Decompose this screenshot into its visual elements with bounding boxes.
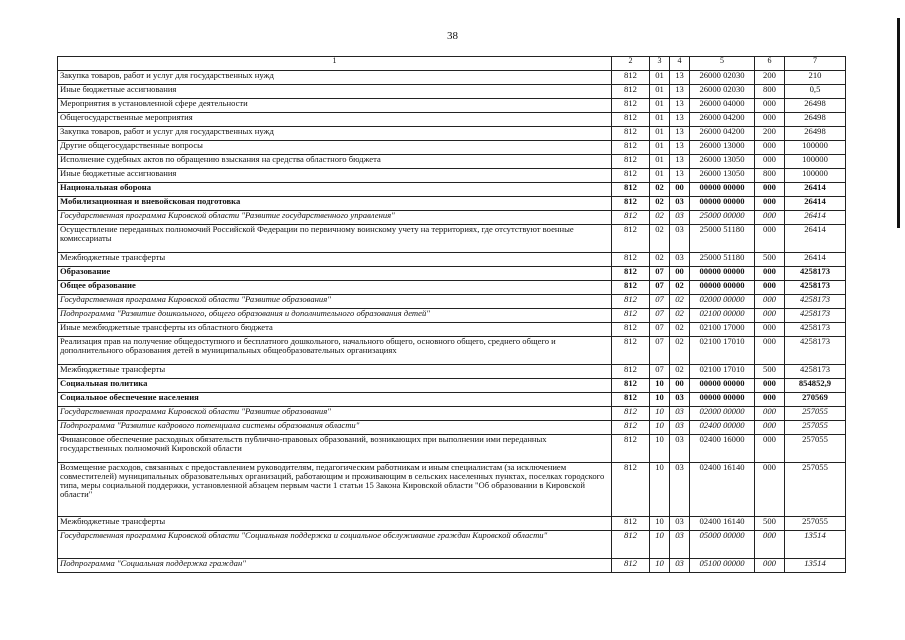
cell-subsection: 02 (670, 295, 690, 309)
cell-section: 02 (650, 253, 670, 267)
cell-target-article: 26000 04000 (690, 99, 755, 113)
cell-expense-type: 500 (755, 365, 785, 379)
cell-subsection: 03 (670, 211, 690, 225)
cell-ministry-code: 812 (612, 323, 650, 337)
cell-subsection: 03 (670, 393, 690, 407)
cell-target-article: 25000 51180 (690, 253, 755, 267)
cell-expense-type: 000 (755, 225, 785, 253)
column-header: 6 (755, 57, 785, 71)
cell-ministry-code: 812 (612, 267, 650, 281)
cell-ministry-code: 812 (612, 127, 650, 141)
cell-name: Социальное обеспечение населения (58, 393, 612, 407)
table-row (58, 71, 846, 85)
column-header: 2 (612, 57, 650, 71)
cell-section: 10 (650, 407, 670, 421)
cell-amount: 4258173 (785, 267, 846, 281)
cell-name: Возмещение расходов, связанных с предоставлением руководителям, педагогическим работникам и иным специалистам (за исключением совместителей) муниципальных образовательных организаций, работающим и проживающим в сельских населенных пунктах, поселках городского типа, меры социальной поддержки, установленной абзацем первым части 1 статьи 15 Закона Кировской области "Об образовании в Кировской области" (58, 463, 612, 517)
cell-amount: 4258173 (785, 337, 846, 365)
cell-subsection: 02 (670, 365, 690, 379)
cell-ministry-code: 812 (612, 407, 650, 421)
table-row (58, 337, 846, 365)
cell-name: Образование (58, 267, 612, 281)
cell-subsection: 03 (670, 197, 690, 211)
cell-expense-type: 000 (755, 407, 785, 421)
cell-name: Межбюджетные трансферты (58, 365, 612, 379)
cell-name: Мероприятия в установленной сфере деятельности (58, 99, 612, 113)
table-row (58, 435, 846, 463)
cell-subsection: 13 (670, 99, 690, 113)
page-number: 38 (447, 30, 458, 42)
cell-target-article: 02400 16140 (690, 517, 755, 531)
cell-ministry-code: 812 (612, 211, 650, 225)
cell-section: 07 (650, 309, 670, 323)
cell-section: 01 (650, 155, 670, 169)
cell-expense-type: 200 (755, 71, 785, 85)
cell-amount: 854852,9 (785, 379, 846, 393)
cell-section: 02 (650, 211, 670, 225)
cell-subsection: 02 (670, 337, 690, 365)
cell-expense-type: 000 (755, 295, 785, 309)
cell-subsection: 00 (670, 267, 690, 281)
cell-ministry-code: 812 (612, 463, 650, 517)
cell-expense-type: 000 (755, 113, 785, 127)
cell-expense-type: 000 (755, 141, 785, 155)
cell-expense-type: 200 (755, 127, 785, 141)
cell-expense-type: 000 (755, 211, 785, 225)
cell-target-article: 00000 00000 (690, 197, 755, 211)
cell-ministry-code: 812 (612, 295, 650, 309)
cell-target-article: 25000 51180 (690, 225, 755, 253)
cell-target-article: 05000 00000 (690, 531, 755, 559)
cell-amount: 100000 (785, 141, 846, 155)
cell-target-article: 02100 17000 (690, 323, 755, 337)
cell-ministry-code: 812 (612, 71, 650, 85)
cell-expense-type: 000 (755, 463, 785, 517)
cell-section: 07 (650, 365, 670, 379)
cell-ministry-code: 812 (612, 155, 650, 169)
cell-amount: 270569 (785, 393, 846, 407)
cell-section: 01 (650, 127, 670, 141)
cell-subsection: 03 (670, 421, 690, 435)
cell-subsection: 13 (670, 169, 690, 183)
cell-target-article: 02400 00000 (690, 421, 755, 435)
cell-subsection: 13 (670, 85, 690, 99)
cell-amount: 13514 (785, 531, 846, 559)
cell-expense-type: 000 (755, 323, 785, 337)
cell-ministry-code: 812 (612, 559, 650, 573)
cell-expense-type: 000 (755, 559, 785, 573)
cell-section: 01 (650, 71, 670, 85)
cell-amount: 4258173 (785, 365, 846, 379)
cell-section: 07 (650, 281, 670, 295)
cell-expense-type: 000 (755, 309, 785, 323)
cell-subsection: 02 (670, 281, 690, 295)
cell-section: 02 (650, 197, 670, 211)
cell-name: Осуществление переданных полномочий Российской Федерации по первичному воинскому учету на территориях, где отсутствуют военные комиссариаты (58, 225, 612, 253)
table-row (58, 127, 846, 141)
cell-amount: 26498 (785, 99, 846, 113)
header-row (58, 57, 846, 71)
table-row (58, 323, 846, 337)
cell-section: 01 (650, 85, 670, 99)
cell-subsection: 13 (670, 113, 690, 127)
column-header: 5 (690, 57, 755, 71)
cell-expense-type: 000 (755, 393, 785, 407)
cell-expense-type: 000 (755, 183, 785, 197)
cell-amount: 210 (785, 71, 846, 85)
table-row (58, 169, 846, 183)
cell-section: 07 (650, 267, 670, 281)
table-row (58, 463, 846, 517)
table-row (58, 183, 846, 197)
cell-amount: 100000 (785, 169, 846, 183)
cell-subsection: 13 (670, 71, 690, 85)
cell-subsection: 00 (670, 379, 690, 393)
table-row (58, 225, 846, 253)
cell-amount: 257055 (785, 517, 846, 531)
cell-expense-type: 000 (755, 337, 785, 365)
cell-subsection: 00 (670, 183, 690, 197)
cell-section: 10 (650, 463, 670, 517)
cell-subsection: 03 (670, 531, 690, 559)
cell-target-article: 00000 00000 (690, 183, 755, 197)
cell-name: Иные бюджетные ассигнования (58, 85, 612, 99)
table-row (58, 393, 846, 407)
cell-section: 02 (650, 225, 670, 253)
table-row (58, 531, 846, 559)
cell-amount: 13514 (785, 559, 846, 573)
table-row (58, 421, 846, 435)
cell-target-article: 26000 02030 (690, 71, 755, 85)
cell-name: Исполнение судебных актов по обращению взыскания на средства областного бюджета (58, 155, 612, 169)
cell-expense-type: 000 (755, 267, 785, 281)
column-header: 1 (58, 57, 612, 71)
cell-target-article: 25000 00000 (690, 211, 755, 225)
table-row (58, 281, 846, 295)
table-row (58, 197, 846, 211)
cell-name: Мобилизационная и вневойсковая подготовка (58, 197, 612, 211)
cell-section: 01 (650, 169, 670, 183)
cell-section: 02 (650, 183, 670, 197)
cell-name: Межбюджетные трансферты (58, 253, 612, 267)
cell-name: Общегосударственные мероприятия (58, 113, 612, 127)
table-row (58, 113, 846, 127)
cell-target-article: 02000 00000 (690, 407, 755, 421)
cell-ministry-code: 812 (612, 113, 650, 127)
cell-ministry-code: 812 (612, 99, 650, 113)
cell-name: Подпрограмма "Развитие кадрового потенциала системы образования области" (58, 421, 612, 435)
cell-target-article: 26000 13000 (690, 141, 755, 155)
cell-subsection: 03 (670, 435, 690, 463)
cell-target-article: 02100 17010 (690, 365, 755, 379)
cell-ministry-code: 812 (612, 281, 650, 295)
cell-section: 10 (650, 435, 670, 463)
cell-name: Другие общегосударственные вопросы (58, 141, 612, 155)
cell-section: 10 (650, 559, 670, 573)
cell-ministry-code: 812 (612, 393, 650, 407)
cell-name: Реализация прав на получение общедоступного и бесплатного дошкольного, начального общего, основного общего, среднего общего и дополнительного образования детей в муниципальных общеобразовательных организациях (58, 337, 612, 365)
table-row (58, 155, 846, 169)
cell-ministry-code: 812 (612, 197, 650, 211)
cell-ministry-code: 812 (612, 337, 650, 365)
cell-expense-type: 000 (755, 435, 785, 463)
cell-target-article: 00000 00000 (690, 393, 755, 407)
cell-name: Закупка товаров, работ и услуг для государственных нужд (58, 71, 612, 85)
cell-section: 01 (650, 141, 670, 155)
cell-name: Межбюджетные трансферты (58, 517, 612, 531)
cell-amount: 26414 (785, 183, 846, 197)
cell-target-article: 26000 13050 (690, 155, 755, 169)
cell-expense-type: 500 (755, 517, 785, 531)
cell-target-article: 02400 16000 (690, 435, 755, 463)
cell-section: 10 (650, 379, 670, 393)
cell-target-article: 02100 17010 (690, 337, 755, 365)
cell-section: 07 (650, 337, 670, 365)
cell-name: Государственная программа Кировской области "Развитие образования" (58, 407, 612, 421)
cell-amount: 4258173 (785, 323, 846, 337)
cell-name: Государственная программа Кировской области "Социальная поддержка и социальное обслуживание граждан Кировской области" (58, 531, 612, 559)
table-row (58, 99, 846, 113)
cell-expense-type: 000 (755, 421, 785, 435)
cell-subsection: 02 (670, 323, 690, 337)
cell-subsection: 13 (670, 141, 690, 155)
cell-section: 10 (650, 393, 670, 407)
cell-expense-type: 500 (755, 253, 785, 267)
cell-target-article: 00000 00000 (690, 267, 755, 281)
cell-name: Закупка товаров, работ и услуг для государственных нужд (58, 127, 612, 141)
cell-ministry-code: 812 (612, 225, 650, 253)
cell-name: Государственная программа Кировской области "Развитие государственного управления" (58, 211, 612, 225)
cell-subsection: 13 (670, 127, 690, 141)
table-row (58, 407, 846, 421)
cell-name: Иные межбюджетные трансферты из областного бюджета (58, 323, 612, 337)
cell-section: 07 (650, 323, 670, 337)
cell-section: 10 (650, 531, 670, 559)
cell-ministry-code: 812 (612, 379, 650, 393)
cell-ministry-code: 812 (612, 169, 650, 183)
cell-subsection: 03 (670, 517, 690, 531)
cell-expense-type: 000 (755, 281, 785, 295)
cell-amount: 0,5 (785, 85, 846, 99)
table-row (58, 253, 846, 267)
cell-amount: 257055 (785, 407, 846, 421)
cell-amount: 4258173 (785, 309, 846, 323)
cell-name: Общее образование (58, 281, 612, 295)
column-header: 3 (650, 57, 670, 71)
cell-amount: 26414 (785, 197, 846, 211)
cell-amount: 4258173 (785, 281, 846, 295)
cell-ministry-code: 812 (612, 309, 650, 323)
cell-target-article: 26000 04200 (690, 113, 755, 127)
cell-ministry-code: 812 (612, 531, 650, 559)
cell-name: Подпрограмма "Развитие дошкольного, общего образования и дополнительного образования детей" (58, 309, 612, 323)
cell-subsection: 13 (670, 155, 690, 169)
cell-amount: 26414 (785, 253, 846, 267)
cell-expense-type: 800 (755, 169, 785, 183)
cell-expense-type: 000 (755, 155, 785, 169)
cell-section: 01 (650, 99, 670, 113)
cell-ministry-code: 812 (612, 141, 650, 155)
cell-target-article: 02400 16140 (690, 463, 755, 517)
cell-ministry-code: 812 (612, 365, 650, 379)
cell-subsection: 03 (670, 407, 690, 421)
table-row (58, 141, 846, 155)
cell-subsection: 03 (670, 253, 690, 267)
cell-target-article: 26000 04200 (690, 127, 755, 141)
table-row (58, 517, 846, 531)
cell-expense-type: 000 (755, 99, 785, 113)
cell-expense-type: 000 (755, 379, 785, 393)
cell-section: 07 (650, 295, 670, 309)
cell-name: Иные бюджетные ассигнования (58, 169, 612, 183)
cell-section: 01 (650, 113, 670, 127)
cell-ministry-code: 812 (612, 421, 650, 435)
cell-subsection: 03 (670, 225, 690, 253)
table-row (58, 85, 846, 99)
cell-section: 10 (650, 517, 670, 531)
cell-amount: 257055 (785, 435, 846, 463)
cell-ministry-code: 812 (612, 517, 650, 531)
cell-amount: 4258173 (785, 295, 846, 309)
cell-amount: 257055 (785, 463, 846, 517)
cell-amount: 100000 (785, 155, 846, 169)
cell-ministry-code: 812 (612, 183, 650, 197)
cell-subsection: 03 (670, 463, 690, 517)
cell-name: Подпрограмма "Социальная поддержка граждан" (58, 559, 612, 573)
cell-target-article: 26000 13050 (690, 169, 755, 183)
cell-amount: 26414 (785, 225, 846, 253)
cell-target-article: 05100 00000 (690, 559, 755, 573)
cell-expense-type: 000 (755, 531, 785, 559)
table-row (58, 379, 846, 393)
cell-amount: 26498 (785, 127, 846, 141)
table-row (58, 309, 846, 323)
cell-ministry-code: 812 (612, 85, 650, 99)
margin-bar (897, 18, 900, 228)
cell-subsection: 02 (670, 309, 690, 323)
cell-amount: 26414 (785, 211, 846, 225)
table-row (58, 211, 846, 225)
cell-target-article: 00000 00000 (690, 379, 755, 393)
cell-expense-type: 000 (755, 197, 785, 211)
budget-table (57, 56, 846, 573)
table-row (58, 267, 846, 281)
cell-target-article: 00000 00000 (690, 281, 755, 295)
cell-name: Социальная политика (58, 379, 612, 393)
cell-section: 10 (650, 421, 670, 435)
cell-name: Государственная программа Кировской области "Развитие образования" (58, 295, 612, 309)
table-row (58, 559, 846, 573)
cell-name: Финансовое обеспечение расходных обязательств публично-правовых образований, возникающих при выполнении ими переданных государственных полномочий Кировской области (58, 435, 612, 463)
cell-expense-type: 800 (755, 85, 785, 99)
column-header: 7 (785, 57, 846, 71)
table-row (58, 365, 846, 379)
table-row (58, 295, 846, 309)
cell-ministry-code: 812 (612, 253, 650, 267)
cell-amount: 257055 (785, 421, 846, 435)
cell-subsection: 03 (670, 559, 690, 573)
cell-name: Национальная оборона (58, 183, 612, 197)
cell-ministry-code: 812 (612, 435, 650, 463)
column-header: 4 (670, 57, 690, 71)
cell-target-article: 02000 00000 (690, 295, 755, 309)
cell-amount: 26498 (785, 113, 846, 127)
cell-target-article: 02100 00000 (690, 309, 755, 323)
cell-target-article: 26000 02030 (690, 85, 755, 99)
